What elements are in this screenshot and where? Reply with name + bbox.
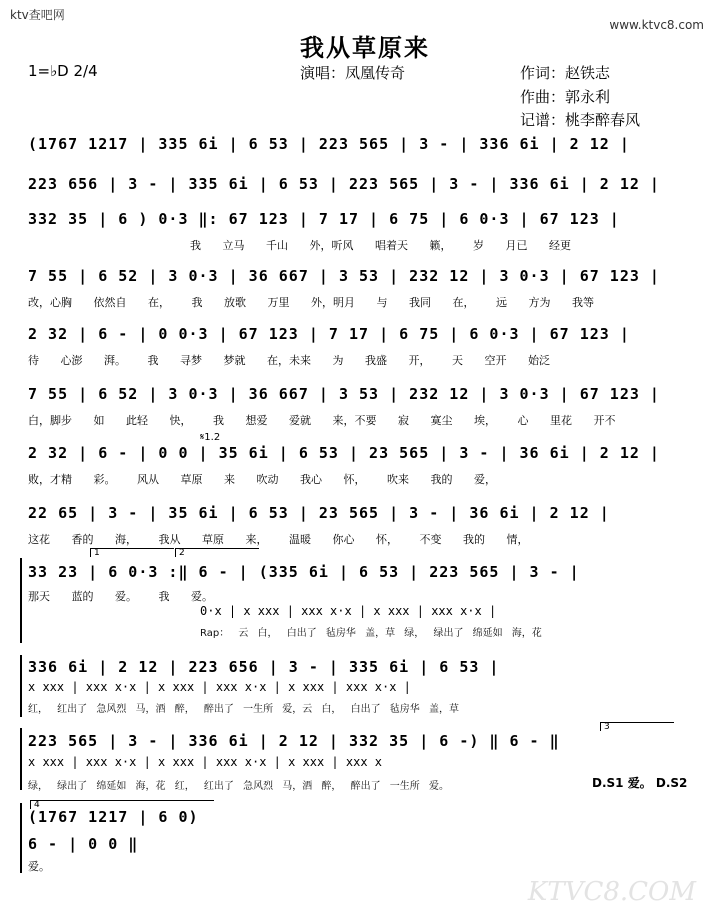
system-brace-2 bbox=[20, 655, 22, 717]
score-row-1: (1767 1217 | 335 6i | 6 53 | 223 565 | 3 - | 336 6i | 2 12 | bbox=[28, 135, 630, 153]
volta-2: 2 bbox=[175, 548, 259, 557]
score-row-12: (1767 1217 | 6 0) bbox=[28, 808, 199, 826]
site-url: www.ktvc8.com bbox=[609, 18, 704, 32]
score-row-8: 22 65 | 3 - | 35 6i | 6 53 | 23 565 | 3 - | 36 6i | 2 12 | bbox=[28, 504, 610, 522]
score-row-10: 336 6i | 2 12 | 223 656 | 3 - | 335 6i | 6 53 | bbox=[28, 658, 500, 676]
lyricist-credit: 作词：赵铁志 bbox=[520, 64, 611, 82]
volta-3: 3 bbox=[600, 722, 674, 731]
lyric-row-4: 改，心胸 依然自 在， 我 放歌 万里 外，明月 与 我同 在， 远 方为 我等 bbox=[28, 296, 594, 309]
site-watermark: KTVC8.COM bbox=[527, 877, 696, 907]
composer-credit: 作曲：郭永利 bbox=[520, 88, 611, 106]
rap-rhythm-2: x xxx | xxx x·x | x xxx | xxx x·x | x xxx | xxx x·x | bbox=[28, 680, 411, 694]
score-row-5: 2 32 | 6 - | 0 0·3 | 67 123 | 7 17 | 6 75 | 6 0·3 | 67 123 | bbox=[28, 325, 630, 343]
score-row-9: 33 23 | 6 0·3 :‖ 6 - | (335 6i | 6 53 | 223 565 | 3 - | bbox=[28, 563, 580, 581]
dal-segno-mark: D.S1 爱。 D.S2 bbox=[592, 776, 688, 790]
volta-4: 4 bbox=[30, 800, 214, 809]
system-brace-3 bbox=[20, 728, 22, 790]
score-row-4: 7 55 | 6 52 | 3 0·3 | 36 667 | 3 53 | 232 12 | 3 0·3 | 67 123 | bbox=[28, 267, 660, 285]
segno-mark: 𝄋1.2 bbox=[200, 432, 221, 443]
score-row-6: 7 55 | 6 52 | 3 0·3 | 36 667 | 3 53 | 232 12 | 3 0·3 | 67 123 | bbox=[28, 385, 660, 403]
rap-lyric-2: 红， 红出了 急风烈 马，酒 醉， 醉出了 一生所 爱，云 白， 白出了 毡房华 盖，草 bbox=[28, 704, 459, 715]
key-signature: 1=♭D 2/4 bbox=[28, 62, 98, 80]
score-row-13: 6 - | 0 0 ‖ bbox=[28, 835, 139, 853]
score-row-11: 223 565 | 3 - | 336 6i | 2 12 | 332 35 | 6 -) ‖ 6 - ‖ bbox=[28, 732, 560, 750]
rap-lyric-1: Rap： 云 白， 白出了 毡房华 盖，草 绿， 绿出了 绵延如 海，花 bbox=[200, 628, 542, 639]
rap-rhythm-1: 0·x | x xxx | xxx x·x | x xxx | xxx x·x | bbox=[200, 604, 497, 618]
score-row-3: 332 35 | 6 ) 0·3 ‖: 67 123 | 7 17 | 6 75 | 6 0·3 | 67 123 | bbox=[28, 210, 620, 228]
song-title: 我从草原来 bbox=[300, 34, 430, 62]
lyric-row-7: 败，才精 彩。 风从 草原 来 吹动 我心 怀， 吹来 我的 爱， bbox=[28, 473, 496, 486]
transcriber-credit: 记谱：桃李醉春风 bbox=[520, 111, 641, 129]
lyric-row-5: 待 心澎 湃。 我 寻梦 梦就 在，未来 为 我盛 开， 天 空开 始泛 bbox=[28, 354, 550, 367]
lyric-row-13: 爱。 bbox=[28, 860, 50, 873]
rap-rhythm-3: x xxx | xxx x·x | x xxx | xxx x·x | x xxx | xxx x bbox=[28, 755, 383, 769]
rap-lyric-3: 绿， 绿出了 绵延如 海，花 红， 红出了 急风烈 马，酒 醉， 醉出了 一生所 爱。 bbox=[28, 781, 449, 792]
lyric-row-6: 白，脚步 如 此轻 快， 我 想爱 爱就 来，不要 寂 寞尘 埃， 心 里花 开不 bbox=[28, 414, 616, 427]
site-name-left: ktv查吧网 bbox=[10, 8, 65, 22]
score-row-2: 223 656 | 3 - | 335 6i | 6 53 | 223 565 | 3 - | 336 6i | 2 12 | bbox=[28, 175, 660, 193]
lyric-row-3: 我 立马 千山 外，听风 唱着天 籁， 岁 月已 经更 bbox=[190, 239, 571, 252]
lyric-row-9: 那天 蓝的 爱。 我 爱。 bbox=[28, 590, 213, 603]
volta-1: 1 bbox=[90, 548, 174, 557]
score-row-7: 2 32 | 6 - | 0 0 | 35 6i | 6 53 | 23 565 | 3 - | 36 6i | 2 12 | bbox=[28, 444, 660, 462]
lyric-row-8: 这花 香的 海， 我从 草原 来， 温暖 你心 怀， 不变 我的 情， bbox=[28, 533, 529, 546]
singer-credit: 演唱：凤凰传奇 bbox=[300, 64, 406, 82]
system-brace-1 bbox=[20, 558, 22, 643]
system-brace-4 bbox=[20, 803, 22, 873]
